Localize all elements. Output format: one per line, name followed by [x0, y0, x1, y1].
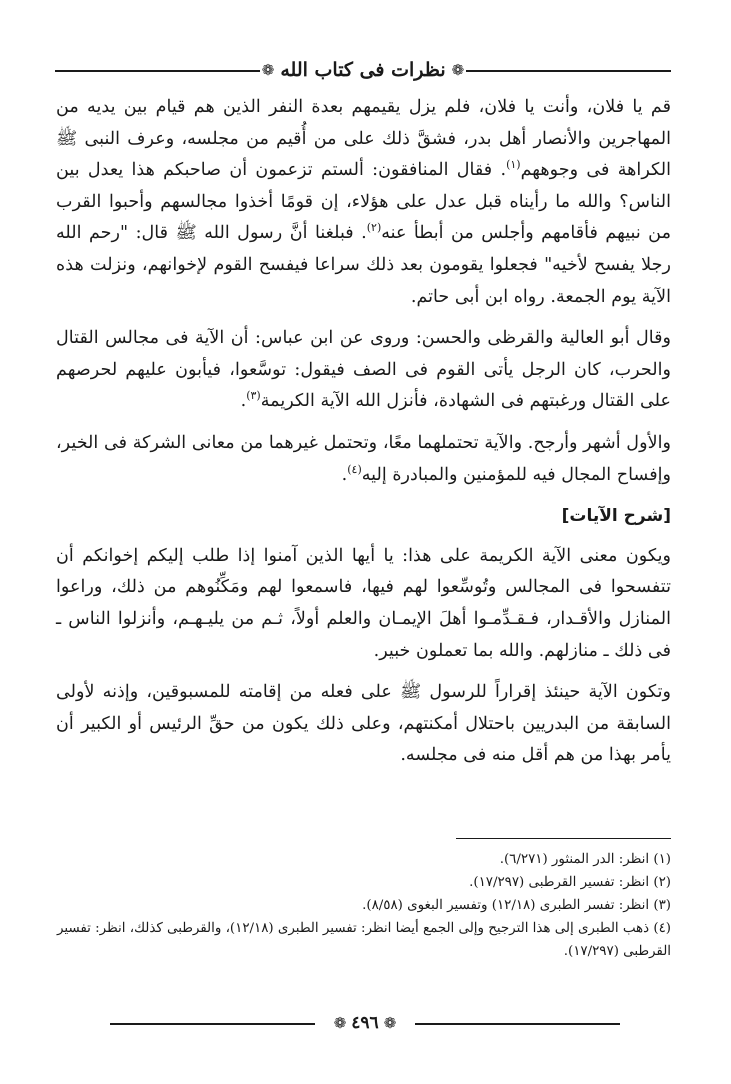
paragraph-text: . فقال المنافقون: ألستم تزعمون أن صاحبكم هذا يعدل بين الناس؟ والله ما رأيناه قبل عدل على هؤلاء، إن قومًا أخذوا مجالسهم وأحبوا القرب من نبيهم فأقامهم وأجلس من أبطأ عنه [56, 160, 672, 244]
paragraph [56, 323, 671, 418]
header-title-group [260, 54, 466, 86]
footnotes [56, 848, 671, 963]
paragraph-text: قم يا فلان، وأنت يا فلان، فلم يزل يقيمهم بعدة النفر الذين هم قيام بين يديه من المهاجرين والأنصار أهل بدر، فشقَّ ذلك على من أُقيم من مجلسه، وعرف النبى ﷺ الكراهة فى وجوههم [56, 97, 671, 181]
page-footer [110, 1008, 620, 1038]
header-rule-right [466, 70, 671, 72]
flower-ornament-icon: ❁ [383, 1013, 397, 1032]
header-rule-left [55, 70, 260, 72]
flower-ornament-icon: ❁ [451, 60, 465, 79]
paragraph-text: . [341, 464, 348, 485]
paragraph [56, 428, 671, 491]
section-heading: [شرح الآيات] [561, 506, 671, 527]
page-number: ٤٩٦ [351, 1013, 379, 1033]
footnote: (٢) انظر: تفسير القرطبى (١٧/٢٩٧). [469, 875, 671, 890]
footnote-ref: (٢) [366, 221, 382, 235]
footnote-ref: (٤) [347, 462, 362, 476]
paragraph: ويكون معنى الآية الكريمة على هذا: يا أيها الذين آمنوا إذا طلب إليكم إخوانكم أن تتفسحوا فى المجالس وتُوسِّعوا لهم فيها، فاسمعوا لهم ومَكِّنُوهم من ذلك، وراعوا المنازل والأقـدار، فـقـدِّمـوا أهلَ الإيمـان والعلم أولاً، ثـم من يليـهـم، وأنزلوا الناس ـ فى ذلك ـ منازلهم. والله بما تعملون خبير. [56, 545, 671, 661]
footnote-separator [456, 838, 671, 839]
footnote: (٤) ذهب الطبرى إلى هذا الترجيح وإلى الجمع أيضا انظر: تفسير الطبرى (١٢/١٨)، والقرطبى كذلك، انظر: تفسير القرطبى (١٧/٢٩٧). [56, 921, 671, 959]
flower-ornament-icon: ❁ [333, 1013, 347, 1032]
page-number-group [315, 1008, 415, 1038]
footnote-ref: (٣) [246, 389, 261, 403]
paragraph-text: . [240, 391, 247, 412]
paragraph: وتكون الآية حينئذ إقراراً للرسول ﷺ على فعله من إقامته للمسبوقين، وإذنه لأولى السابقة من البدريين باحتلال أمكنتهم، وعلى ذلك يكون من حقِّ الرئيس أو الكبير أن يأمر بهذا من هم أقل منه فى مجلسه. [56, 682, 671, 766]
footnote: (٣) انظر: تفسر الطبرى (١٢/١٨) وتفسير البغوى (٨/٥٨). [362, 898, 671, 913]
paragraph-text: . فبلغنا أنَّ رسول الله ﷺ قال: "رحم الله رجلا يفسح لأخيه" فجعلوا يقومون بعد ذلك سراعا فيفسح القوم لإخوانهم، ونزلت هذه الآية يوم الجمعة. رواه ابن أبى حاتم. [56, 223, 671, 307]
paragraph-text: وقال أبو العالية والقرظى والحسن: وروى عن ابن عباس: أن الآية فى مجالس القتال والحرب، كان الرجل يأتى القوم فى الصف فيقول: توسَّعوا، فيأبون عليهم لحرصهم على القتال ورغبتهم فى الشهادة، فأنزل الله الآية الكريمة [56, 328, 671, 412]
flower-ornament-icon: ❁ [261, 60, 275, 79]
paragraph-text: والأول أشهر وأرجح. والآية تحتملهما معًا، وتحتمل غيرهما من معانى الشركة فى الخير، وإفساح المجال فيه للمؤمنين والمبادرة إليه [56, 432, 671, 485]
main-text [56, 92, 671, 782]
header-title: نظرات فى كتاب الله [280, 59, 446, 81]
footnote-ref: (١) [506, 158, 521, 172]
footnote: (١) انظر: الدر المنثور (٦/٢٧١). [499, 852, 671, 867]
paragraph [56, 92, 671, 313]
footer-rule-left [110, 1023, 315, 1025]
footer-rule-right [415, 1023, 620, 1025]
running-header [55, 52, 671, 88]
